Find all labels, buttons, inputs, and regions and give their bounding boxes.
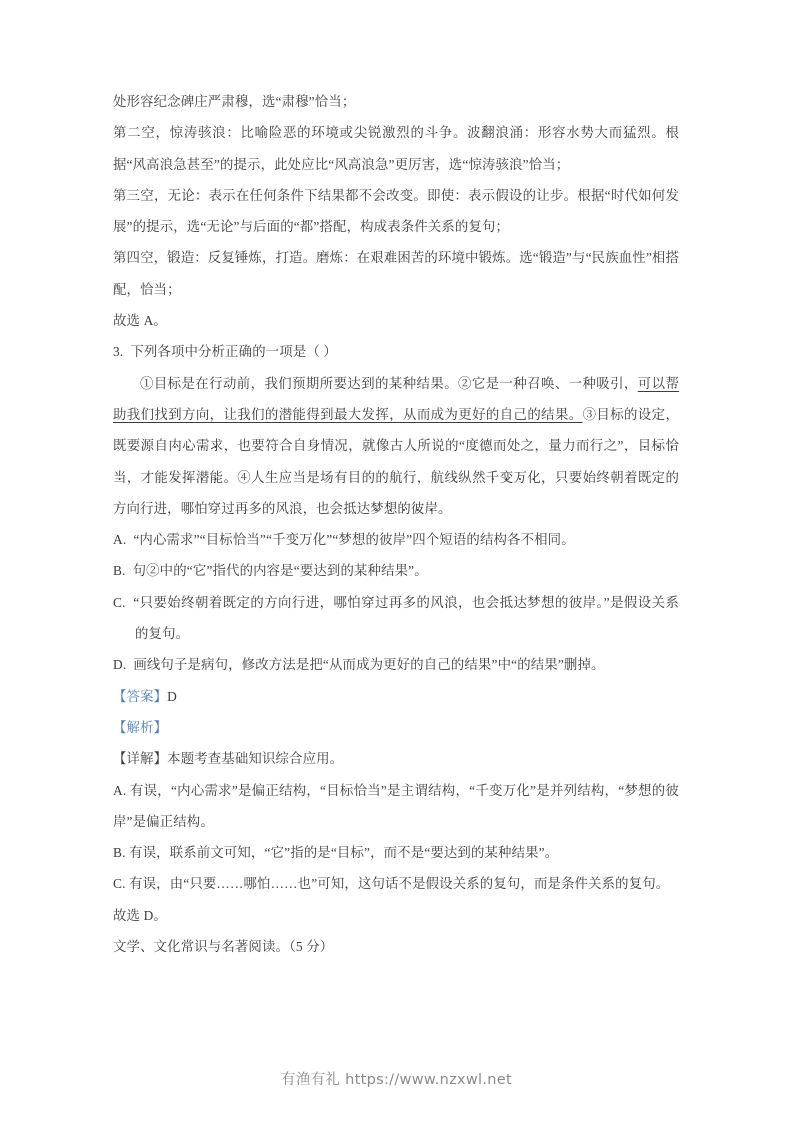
emphasis-goal-appropriate: 目标恰当 (113, 438, 679, 487)
footer-watermark (0, 1068, 793, 1089)
option-d-text: 画线句子是病句，修改方法是把“从而成为更好的自己的结果”中“的结果”删掉。 (133, 657, 605, 673)
detail-text: 本题考查基础知识综合应用。 (167, 751, 344, 767)
option-a (113, 524, 679, 555)
option-b (113, 555, 679, 586)
answer-value: D (167, 688, 177, 704)
passage-segment-two-b: ，也要符合自身情况，就像古人所说的“度德而处之，量力而行之”， (223, 438, 638, 454)
explanation-b: B. 有误，联系前文可知，“它”指的是“目标”，而不是“要达到的某种结果”。 (113, 845, 559, 861)
paragraph-blank-three: 第三空，无论：表示在任何条件下结果都不会改变。即使：表示假设的让步。根据“时代如何发展”的提示，选“无论”与后面的“都”搭配，构成表条件关系的复句； (113, 187, 679, 235)
answer-row (113, 681, 679, 712)
emphasis-unleash-potential: 发挥潜能 (168, 470, 223, 488)
detail-row (113, 743, 679, 774)
explanation-c: C. 有误，由“只要……哪怕……也”可知，这句话不是假设关系的复句，而是条件关系的复句。 (113, 876, 670, 892)
option-d (113, 649, 679, 680)
question-stem-text: 下列各项中分析正确的一项是（ ） (130, 344, 337, 360)
watermark-url: https://www.nzxwl.net (345, 1072, 512, 1088)
emphasis-shore-of-dreams: 梦想的彼岸 (370, 501, 438, 519)
paragraph-blank-two: 第二空，惊涛骇浪：比喻险恶的环境或尖锐激烈的斗争。波翻浪涌：形容水势大而猛烈。根据“风高浪急甚至”的提示，此处应比“风高浪急”更厉害，选“惊涛骇浪”恰当； (113, 125, 679, 172)
option-a-text: “内心需求”“目标恰当”“千变万化”“梦想的彼岸”四个短语的结构各不相同。 (133, 532, 575, 548)
question-3-stem (113, 336, 679, 367)
detail-label: 【详解】 (113, 751, 168, 767)
option-a-key: A. (113, 532, 127, 548)
option-c-text: “只要始终朝着既定的方向行进，哪怕穿过再多的风浪，也会抵达梦想的彼岸。”是假设关系的复句。 (133, 594, 679, 642)
passage-segment-two-c: ，才能 (126, 469, 169, 485)
analysis-label: 【解析】 (113, 719, 168, 735)
question-number: 3. (113, 344, 124, 360)
passage-segment-two-e: ，只要始终朝着既定的方向行进，哪怕穿过再多的风浪，也会抵达 (113, 469, 679, 516)
watermark-brand: 有渔有礼 (281, 1072, 341, 1088)
option-c (113, 587, 679, 650)
explanation-a: A. 有误，“内心需求”是偏正结构，“目标恰当”是主谓结构，“千变万化”是并列结构，“梦想的彼岸”是偏正结构。 (113, 782, 679, 829)
option-c-key: C. (113, 594, 126, 610)
conclusion-choose-a: 故选 A。 (113, 313, 167, 329)
option-d-key: D. (113, 657, 127, 673)
passage-segment-two-f: 。 (437, 500, 452, 516)
emphasis-inner-need: 内心需求 (168, 438, 223, 456)
passage-segment-two-d: 。④人生应当是场有目的的航行，航线纵然 (223, 469, 486, 485)
option-b-text: 句②中的“它”指代的内容是“要达到的某种结果”。 (132, 563, 428, 579)
emphasis-ever-changing: 千变万化 (486, 470, 541, 488)
option-b-key: B. (113, 563, 126, 579)
question-3-passage (113, 368, 679, 524)
passage-segment-one: ①目标是在行动前，我们预期所要达到的某种结果。②它是一种召唤、一种吸引， (140, 375, 638, 391)
passage-underlined-segment: 可以帮助我们找到方向，让我们的潜能得到最大发挥，从而成为更好的自己的结果。 (113, 375, 679, 422)
next-section-heading: 文学、文化常识与名著阅读。（5 分） (113, 939, 334, 955)
conclusion-choose-d: 故选 D。 (113, 907, 167, 923)
text-line-continuation: 处形容纪念碑庄严肃穆，选“肃穆”恰当； (113, 94, 356, 109)
passage-segment-two-a: ③目标的设定，既要源自 (113, 406, 679, 454)
answer-label: 【答案】 (113, 688, 168, 704)
paragraph-blank-four: 第四空，锻造：反复锤炼，打造。磨炼：在艰难困苦的环境中锻炼。选“锻造”与“民族血性”相搭配，恰当； (113, 250, 679, 297)
document-body (113, 86, 679, 962)
